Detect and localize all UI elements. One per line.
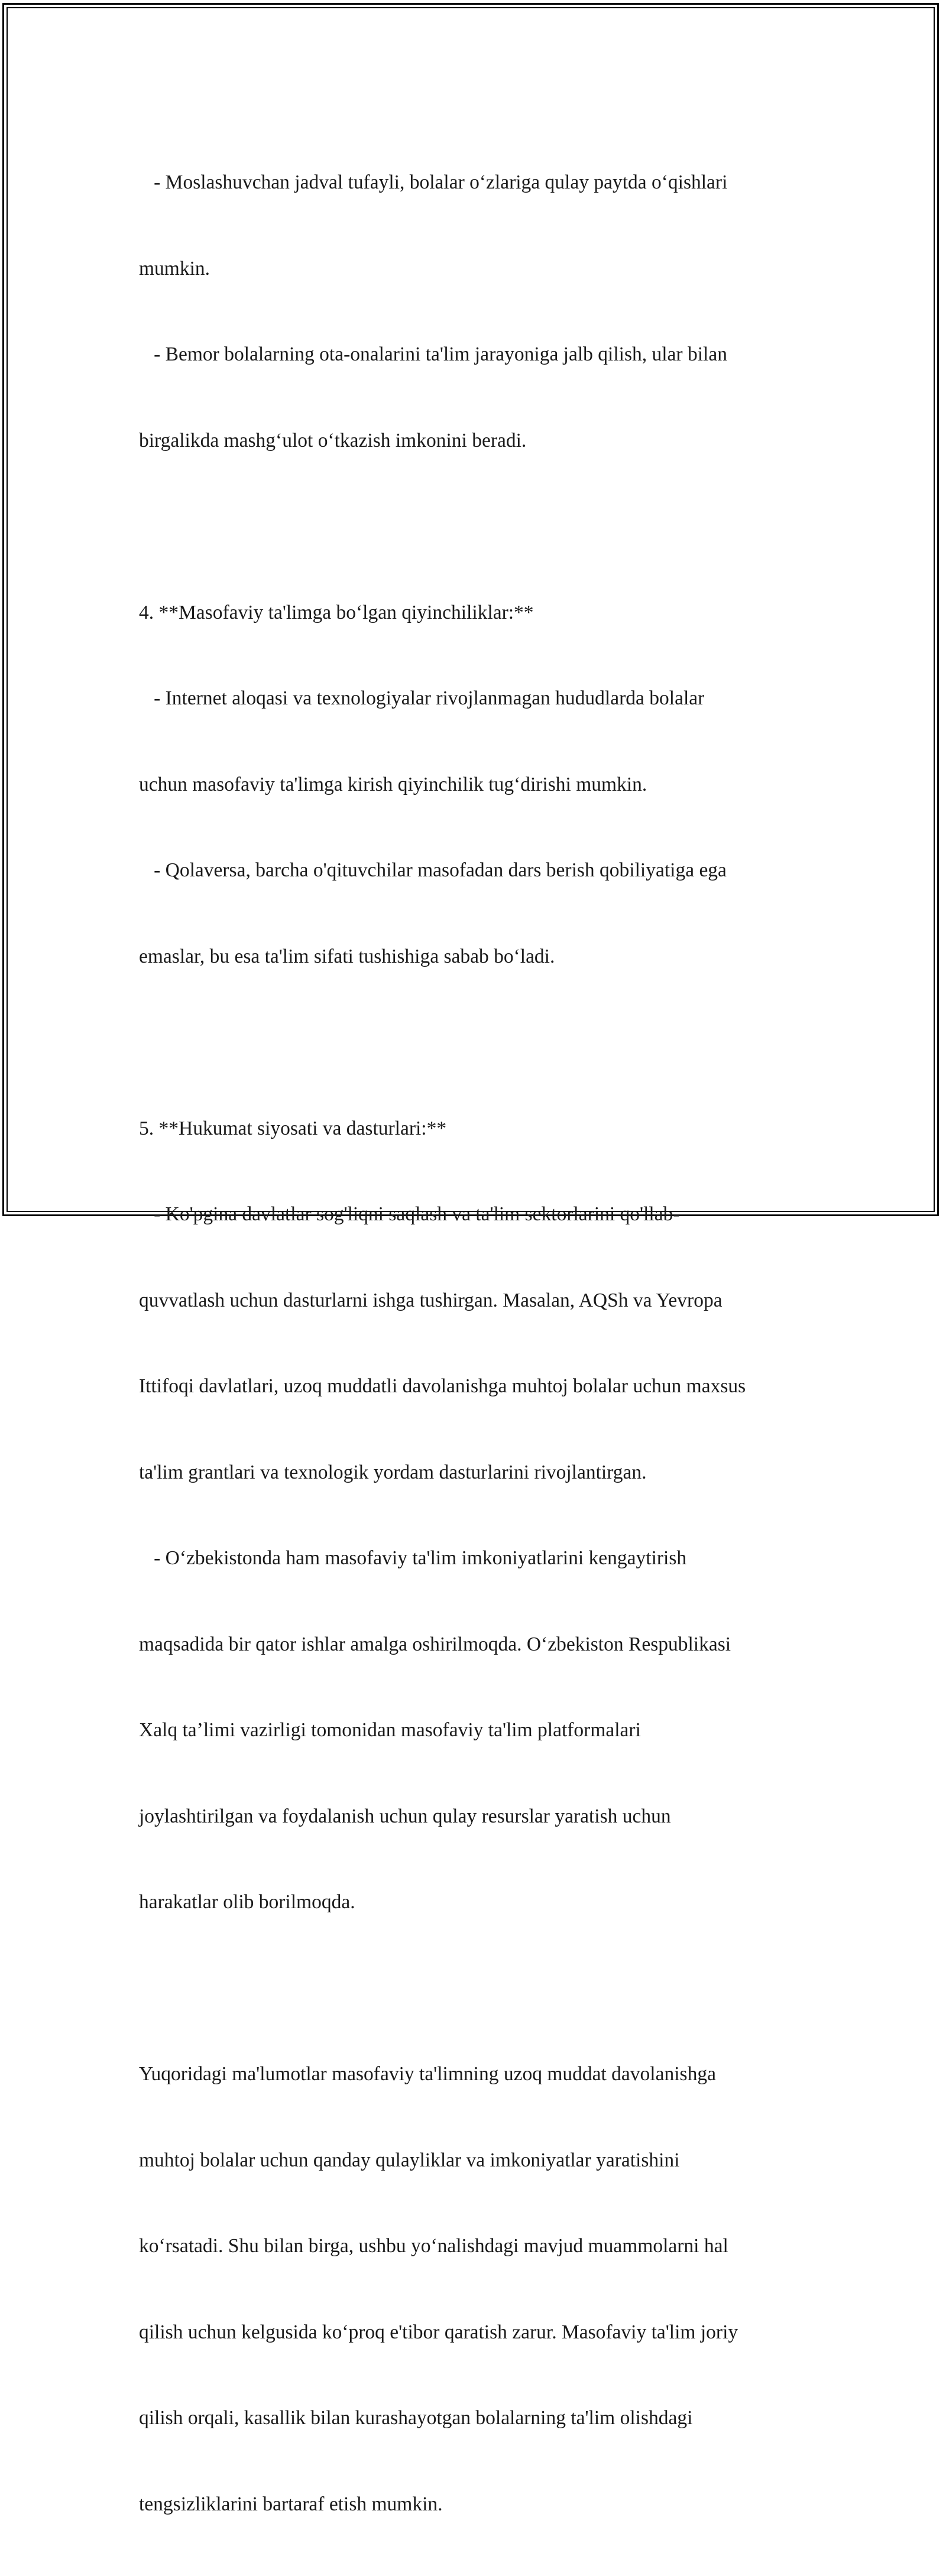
text-line: ta'lim grantlari va texnologik yordam dasturlarini rivojlantirgan. bbox=[139, 1461, 647, 1483]
section-difficulties bbox=[139, 541, 807, 1029]
text-line: muhtoj bolalar uchun qanday qulayliklar va imkoniyatlar yaratishini bbox=[139, 2149, 680, 2171]
text-line: qilish orqali, kasallik bilan kurashayotgan bolalarning ta'lim olishdagi bbox=[139, 2407, 693, 2429]
section-heading: 4. **Masofaviy ta'limga bo‘lgan qiyinchiliklar:** bbox=[139, 601, 534, 623]
text-line: quvvatlash uchun dasturlarni ishga tushirgan. Masalan, AQSh va Yevropa bbox=[139, 1289, 723, 1311]
text-line: uchun masofaviy ta'limga kirish qiyinchilik tug‘dirishi mumkin. bbox=[139, 773, 647, 795]
text-line: Ittifoqi davlatlari, uzoq muddatli davolanishga muhtoj bolalar uchun maxsus bbox=[139, 1375, 746, 1397]
paragraph-conclusion bbox=[139, 2003, 807, 2576]
paragraph-gap bbox=[139, 1028, 807, 1057]
text-line: mumkin. bbox=[139, 257, 210, 280]
text-line: harakatlar olib borilmoqda. bbox=[139, 1891, 355, 1913]
text-line: tengsizliklarini bartaraf etish mumkin. bbox=[139, 2493, 443, 2515]
text-line: - Qolaversa, barcha o'qituvchilar masofadan dars berish qobiliyatiga ega bbox=[139, 859, 727, 881]
text-line: - Internet aloqasi va texnologiyalar rivojlanmagan hududlarda bolalar bbox=[139, 687, 705, 709]
paragraph-benefits bbox=[139, 111, 807, 512]
text-line: - O‘zbekistonda ham masofaviy ta'lim imkoniyatlarini kengaytirish bbox=[139, 1547, 687, 1569]
text-line: - Moslashuvchan jadval tufayli, bolalar o‘zlariga qulay paytda o‘qishlari bbox=[139, 171, 728, 193]
text-line: ko‘rsatadi. Shu bilan birga, ushbu yo‘nalishdagi mavjud muammolarni hal bbox=[139, 2235, 728, 2257]
text-line: maqsadida bir qator ishlar amalga oshirilmoqda. O‘zbekiston Respublikasi bbox=[139, 1633, 731, 1655]
text-line: - Bemor bolalarning ota-onalarini ta'lim jarayoniga jalb qilish, ular bilan bbox=[139, 343, 727, 365]
text-line: emaslar, bu esa ta'lim sifati tushishiga sabab bo‘ladi. bbox=[139, 945, 555, 967]
paragraph-gap bbox=[139, 1974, 807, 2003]
document-body bbox=[139, 111, 807, 2576]
section-government-policy bbox=[139, 1057, 807, 1974]
text-line: Xalq ta’limi vazirligi tomonidan masofaviy ta'lim platformalari bbox=[139, 1719, 641, 1741]
text-line: Yuqoridagi ma'lumotlar masofaviy ta'limning uzoq muddat davolanishga bbox=[139, 2063, 716, 2085]
section-heading: 5. **Hukumat siyosati va dasturlari:** bbox=[139, 1117, 447, 1139]
text-line: birgalikda mashg‘ulot o‘tkazish imkonini beradi. bbox=[139, 429, 527, 451]
paragraph-gap bbox=[139, 512, 807, 541]
text-line: - Ko'pgina davlatlar sog'liqni saqlash va ta'lim sektorlarini qo'llab- bbox=[139, 1203, 680, 1225]
text-line: qilish uchun kelgusida ko‘proq e'tibor qaratish zarur. Masofaviy ta'lim joriy bbox=[139, 2321, 738, 2343]
text-line: joylashtirilgan va foydalanish uchun qulay resurslar yaratish uchun bbox=[139, 1805, 671, 1827]
